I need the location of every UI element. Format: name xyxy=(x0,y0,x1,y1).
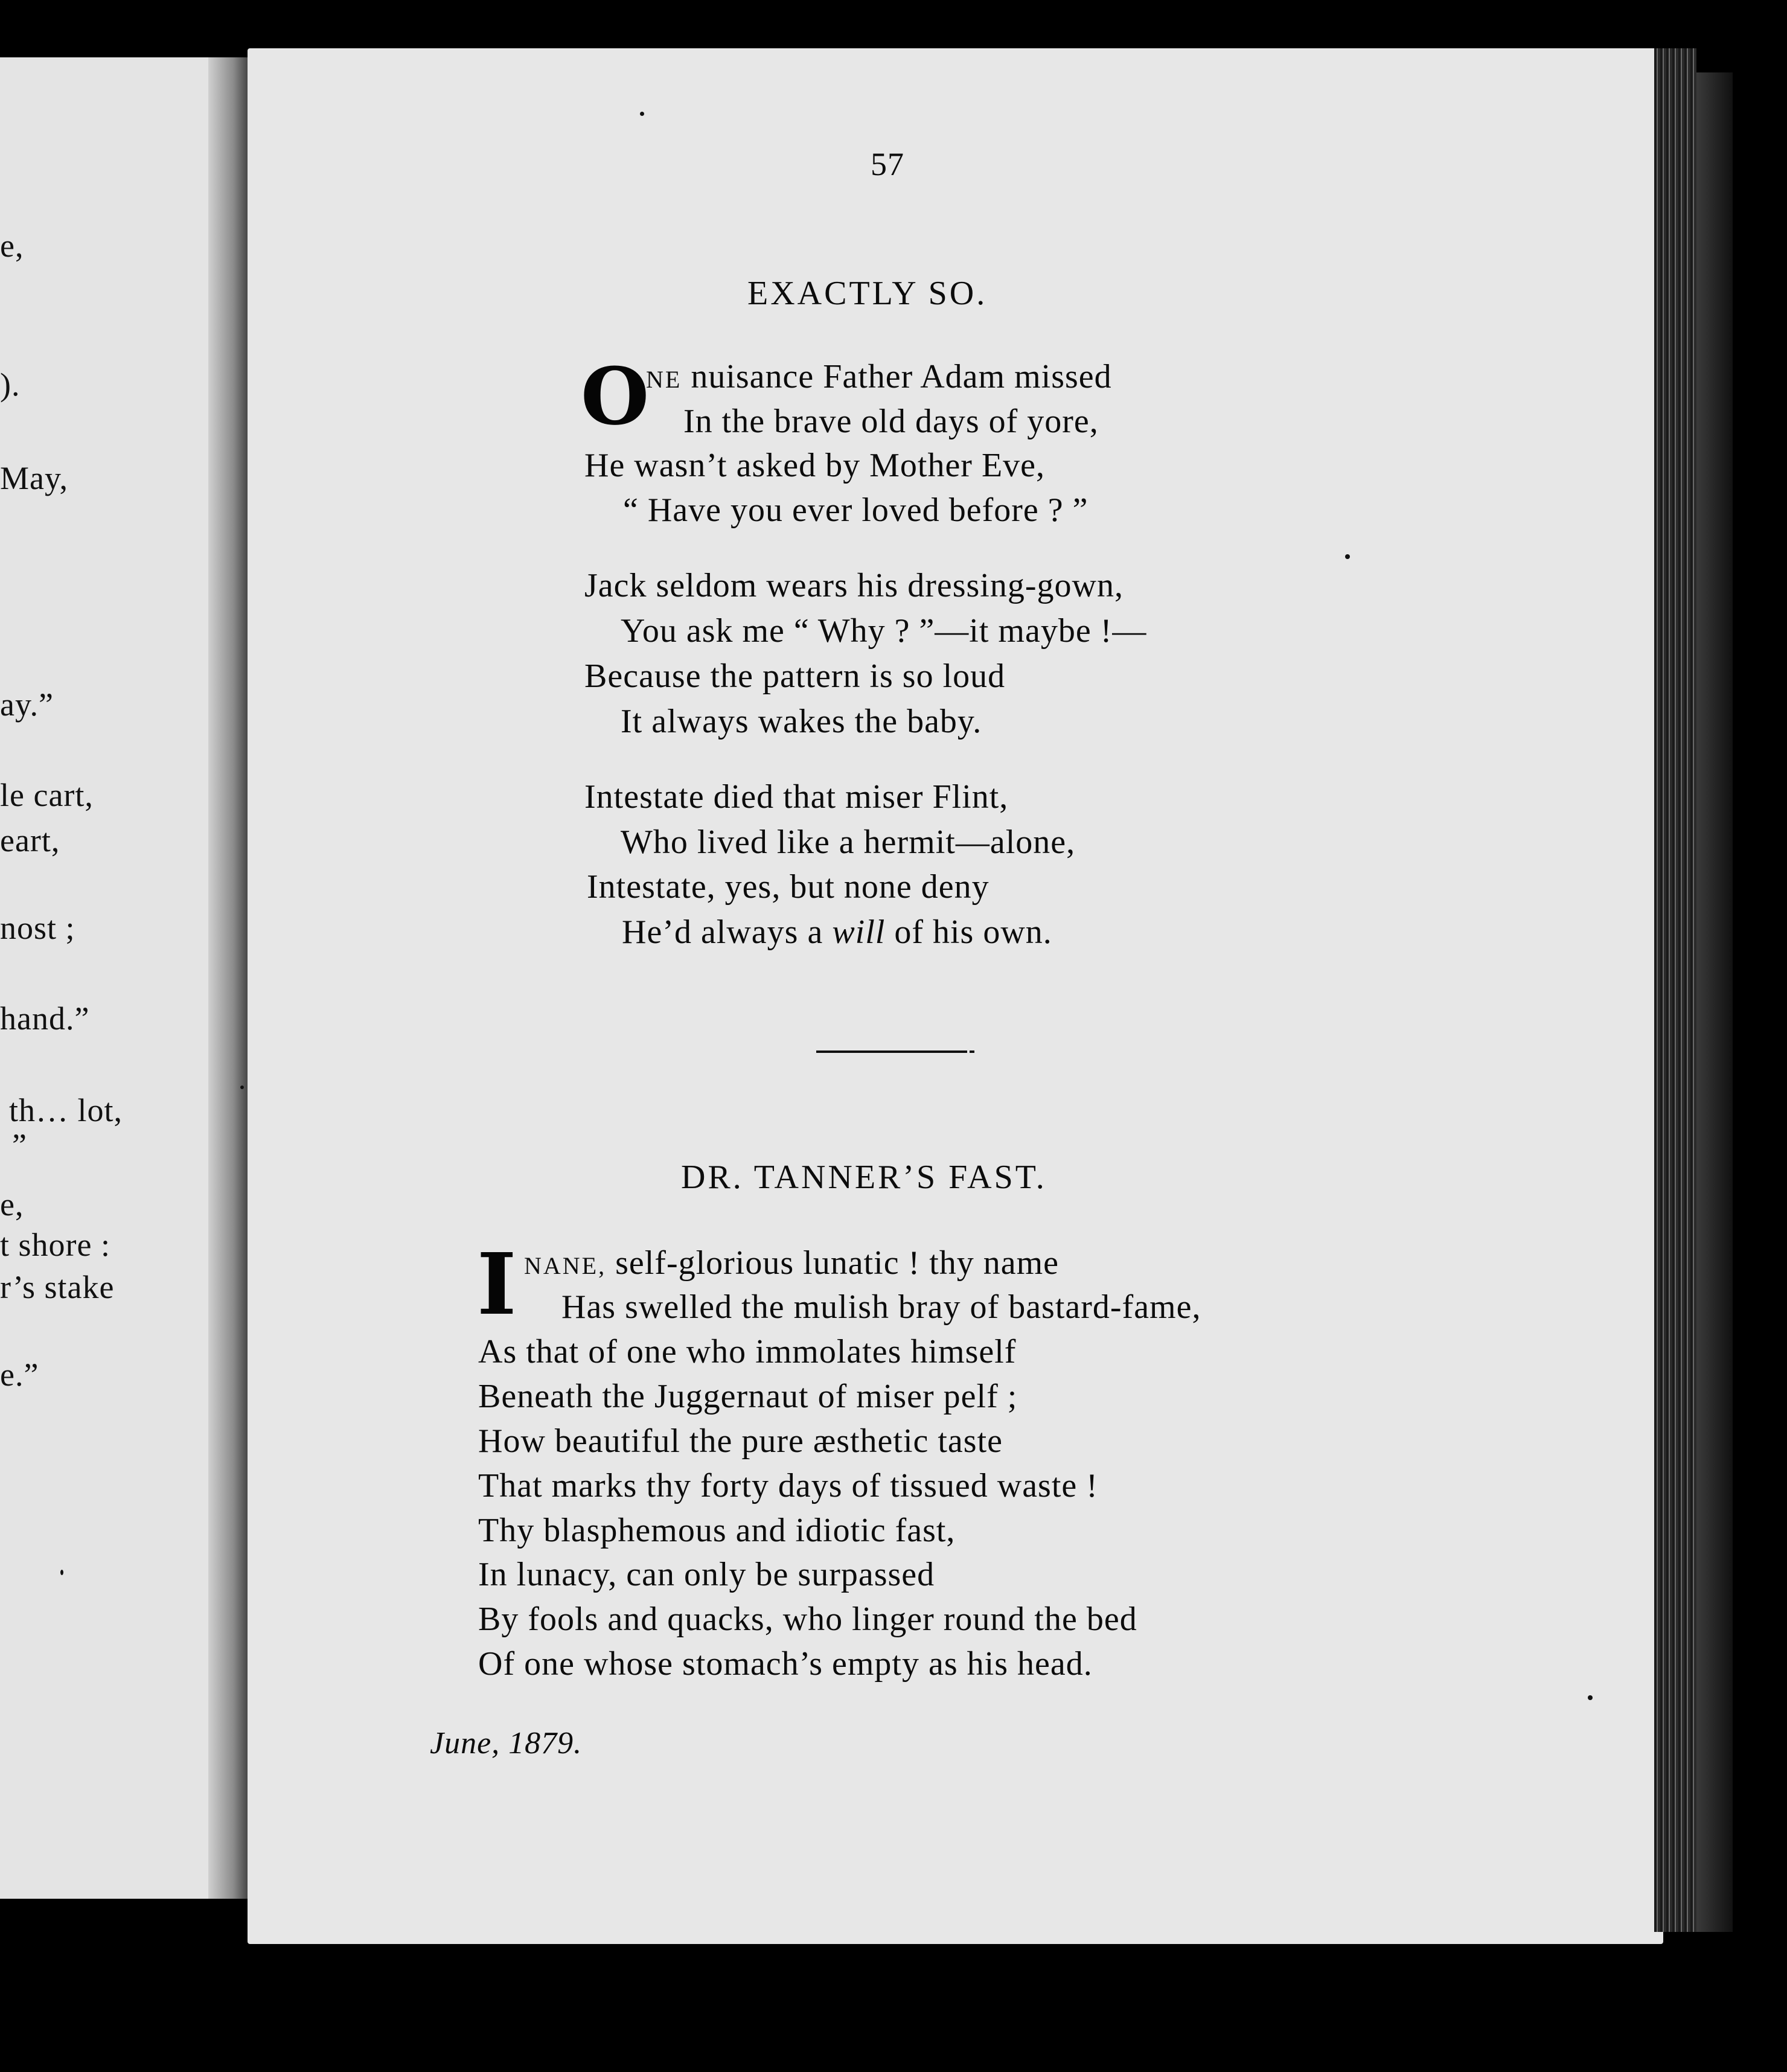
section-divider xyxy=(816,1050,967,1053)
poem-line: Intestate, yes, but none deny xyxy=(587,868,989,906)
scan-speck xyxy=(1588,1695,1593,1700)
left-fragment: May, xyxy=(0,460,68,496)
poem-line: Who lived like a hermit—alone, xyxy=(621,823,1076,861)
poem-line xyxy=(524,1246,1059,1280)
left-fragment: ). xyxy=(0,366,21,403)
left-fragment: ” xyxy=(12,1127,27,1163)
left-fragment: nost ; xyxy=(0,910,75,946)
poem-date: June, 1879. xyxy=(430,1726,583,1760)
poem-line: Of one whose stomach’s empty as his head. xyxy=(478,1645,1093,1683)
poem-line: How beautiful the pure æsthetic taste xyxy=(478,1422,1003,1460)
poem-line: Jack seldom wears his dressing-gown, xyxy=(584,567,1124,604)
small-caps-opening: NE xyxy=(646,366,682,393)
poem-line: In the brave old days of yore, xyxy=(683,403,1099,440)
poem-line: In lunacy, can only be surpassed xyxy=(478,1556,935,1593)
first-line-text: nuisance Father Adam missed xyxy=(691,358,1112,395)
italic-word: will xyxy=(832,913,886,951)
poem-line: You ask me “ Why ? ”—it maybe !— xyxy=(621,612,1147,650)
poem-line: Because the pattern is so loud xyxy=(584,657,1006,695)
poem-line: He wasn’t asked by Mother Eve, xyxy=(584,447,1046,484)
drop-cap: I xyxy=(477,1235,517,1334)
left-fragment: e, xyxy=(0,1186,24,1223)
poem-line: That marks thy forty days of tissued waste ! xyxy=(478,1467,1098,1504)
left-fragment: r’s stake xyxy=(0,1269,115,1305)
poem-line xyxy=(622,915,1052,949)
left-fragment: eart, xyxy=(0,822,60,859)
line-text: of his own. xyxy=(885,913,1052,951)
book-cover-edge xyxy=(1696,72,1733,1932)
poem-line: “ Have you ever loved before ? ” xyxy=(623,491,1089,529)
section-divider-dash xyxy=(970,1050,974,1053)
scan-speck xyxy=(640,112,644,116)
drop-cap: O xyxy=(581,350,650,443)
poem-line: Intestate died that miser Flint, xyxy=(584,778,1009,816)
scan-speck xyxy=(60,1570,63,1575)
poem-line: As that of one who immolates himself xyxy=(478,1333,1017,1370)
poem-title: EXACTLY SO. xyxy=(747,275,988,312)
left-fragment: t shore : xyxy=(0,1227,110,1263)
poem-line: Beneath the Juggernaut of miser pelf ; xyxy=(478,1378,1018,1415)
scan-speck xyxy=(1345,554,1350,559)
poem-line: Has swelled the mulish bray of bastard-fame, xyxy=(561,1288,1201,1326)
scan-speck xyxy=(240,1086,244,1089)
poem-title: DR. TANNER’S FAST. xyxy=(681,1159,1047,1196)
poem-line: It always wakes the baby. xyxy=(621,703,982,740)
first-line-text: self-glorious lunatic ! thy name xyxy=(615,1244,1060,1282)
poem-line xyxy=(646,360,1112,394)
small-caps-opening: NANE, xyxy=(524,1252,607,1279)
left-fragment: le cart, xyxy=(0,777,94,813)
left-fragment: e.” xyxy=(0,1357,39,1393)
left-fragment: e, xyxy=(0,228,24,264)
left-fragment: th… lot, xyxy=(9,1092,123,1128)
left-page-gutter-shadow xyxy=(208,57,254,1899)
poem-line: Thy blasphemous and idiotic fast, xyxy=(478,1512,956,1549)
poem-line: By fools and quacks, who linger round the bed xyxy=(478,1600,1137,1638)
left-fragment: ay.” xyxy=(0,686,54,723)
left-fragment: hand.” xyxy=(0,1000,90,1037)
page-edges xyxy=(1654,48,1696,1932)
line-text: He’d always a xyxy=(622,913,833,951)
page-number: 57 xyxy=(871,146,904,182)
